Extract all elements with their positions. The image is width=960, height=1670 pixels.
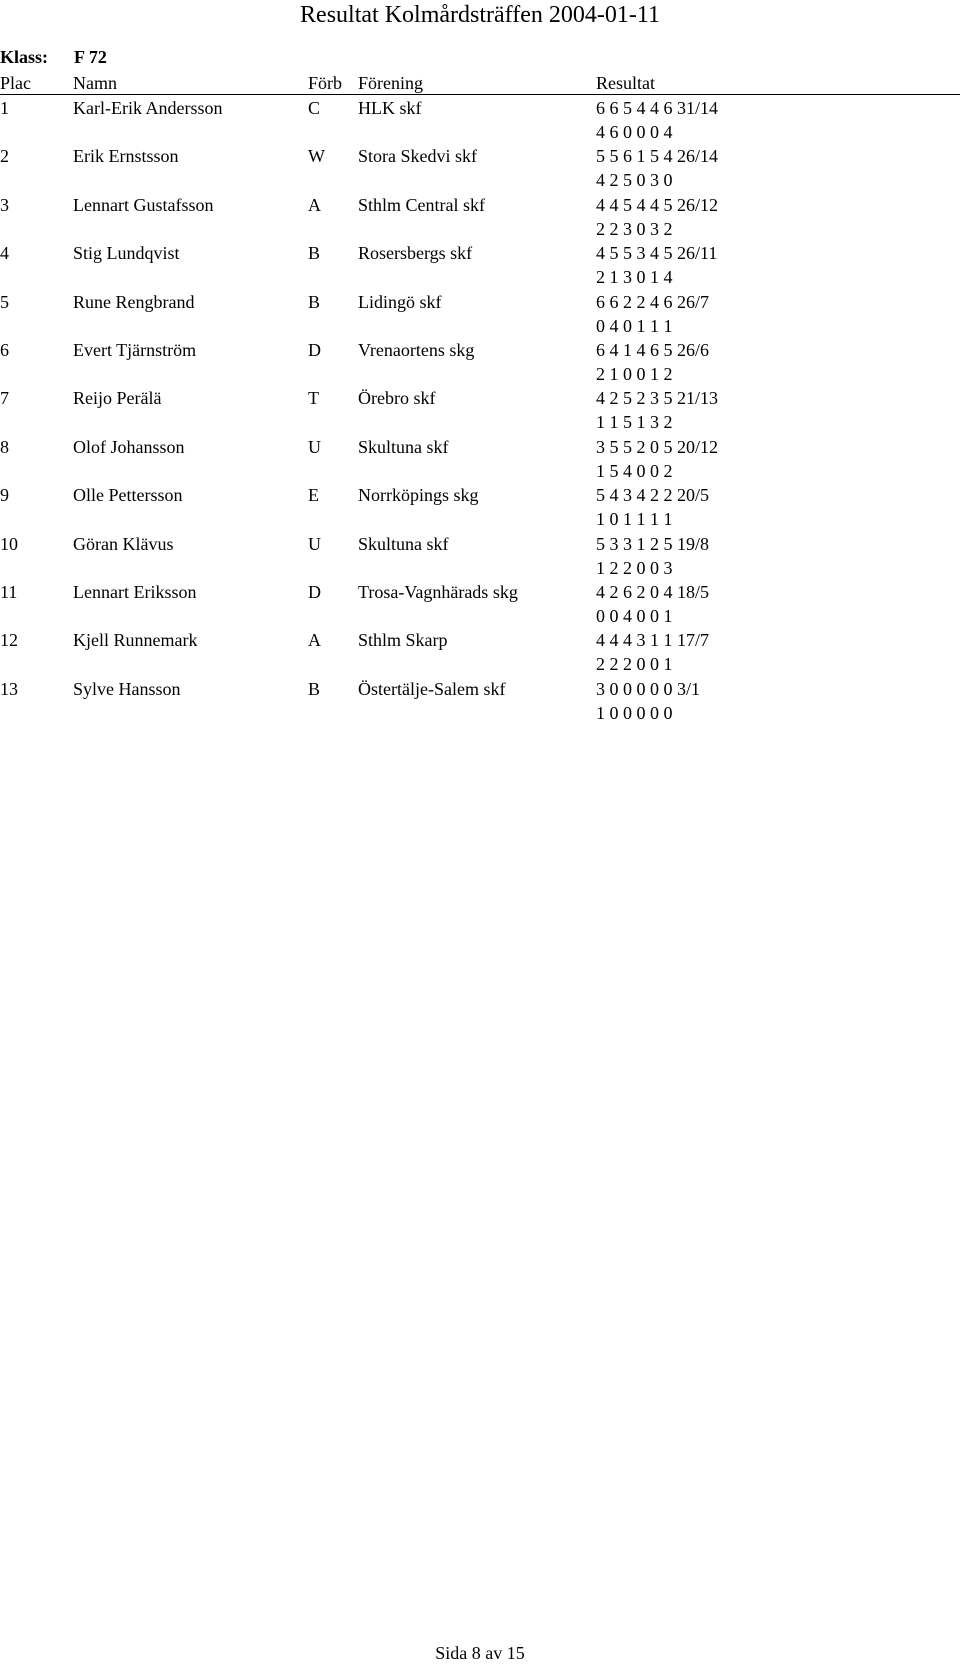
row-result-line1: 3 0 0 0 0 0 3/1	[596, 678, 701, 699]
row-result-line2: 1 0 1 1 1 1	[596, 509, 673, 530]
row-forb: T	[308, 388, 319, 409]
row-forb: B	[308, 243, 321, 264]
row-plac: 6	[0, 339, 9, 360]
row-namn: Reijo Perälä	[73, 388, 162, 409]
row-result-line1: 4 2 6 2 0 4 18/5	[596, 581, 710, 602]
row-namn: Lennart Eriksson	[73, 581, 197, 602]
row-result-line2: 1 0 0 0 0 0	[596, 702, 673, 723]
row-forening: Sthlm Skarp	[358, 630, 448, 651]
row-namn: Olle Pettersson	[73, 485, 183, 506]
row-namn: Göran Klävus	[73, 533, 174, 554]
table-row	[0, 386, 960, 434]
header-forening: Förening	[358, 73, 423, 93]
row-result-line1: 4 4 4 3 1 1 17/7	[596, 630, 710, 651]
row-result-line2: 0 4 0 1 1 1	[596, 315, 673, 336]
row-result-line1: 5 5 6 1 5 4 26/14	[596, 146, 719, 167]
row-forb: C	[308, 98, 321, 118]
row-plac: 4	[0, 243, 9, 264]
row-forb: A	[308, 630, 321, 651]
row-result-line2: 2 1 3 0 1 4	[596, 267, 673, 288]
row-result-line2: 2 1 0 0 1 2	[596, 363, 673, 384]
row-result-line2: 2 2 3 0 3 2	[596, 218, 673, 239]
row-result-line1: 3 5 5 2 0 5 20/12	[596, 436, 719, 457]
row-forening: Skultuna skf	[358, 436, 449, 457]
row-plac: 8	[0, 436, 9, 457]
row-forening: Sthlm Central skf	[358, 194, 485, 215]
row-forening: Trosa-Vagnhärads skg	[358, 581, 518, 602]
row-namn: Sylve Hansson	[73, 678, 181, 699]
row-forening: Vrenaortens skg	[358, 339, 475, 360]
row-forening: Skultuna skf	[358, 533, 449, 554]
row-plac: 5	[0, 291, 9, 312]
row-result-line1: 5 3 3 1 2 5 19/8	[596, 533, 710, 554]
header-resultat: Resultat	[596, 73, 655, 93]
row-namn: Lennart Gustafsson	[73, 194, 214, 215]
row-forb: D	[308, 339, 321, 360]
table-row	[0, 532, 960, 580]
class-line	[0, 46, 107, 68]
row-namn: Stig Lundqvist	[73, 243, 180, 264]
row-forb: D	[308, 581, 321, 602]
table-row	[0, 483, 960, 531]
row-forb: W	[308, 146, 325, 167]
table-row	[0, 677, 960, 725]
row-namn: Rune Rengbrand	[73, 291, 195, 312]
row-result-line2: 1 1 5 1 3 2	[596, 412, 673, 433]
class-label: Klass:	[0, 47, 49, 67]
row-result-line2: 0 0 4 0 0 1	[596, 605, 673, 626]
class-value: F 72	[74, 47, 107, 67]
row-namn: Kjell Runnemark	[73, 630, 198, 651]
row-namn: Olof Johansson	[73, 436, 185, 457]
row-plac: 10	[0, 533, 18, 554]
table-header	[0, 72, 960, 95]
row-result-line2: 1 5 4 0 0 2	[596, 460, 673, 481]
row-forening: Stora Skedvi skf	[358, 146, 477, 167]
row-namn: Evert Tjärnström	[73, 339, 197, 360]
table-row	[0, 290, 960, 338]
header-namn: Namn	[73, 73, 117, 93]
table-row	[0, 338, 960, 386]
header-plac: Plac	[0, 73, 31, 93]
table-row	[0, 580, 960, 628]
row-forb: B	[308, 678, 321, 699]
row-result-line2: 1 2 2 0 0 3	[596, 557, 673, 578]
row-plac: 3	[0, 194, 9, 215]
row-forening: Örebro skf	[358, 388, 436, 409]
row-result-line1: 4 5 5 3 4 5 26/11	[596, 243, 718, 264]
row-forening: Lidingö skf	[358, 291, 442, 312]
page-title: Resultat Kolmårdsträffen 2004-01-11	[300, 2, 660, 28]
row-result-line2: 2 2 2 0 0 1	[596, 654, 673, 675]
table-row	[0, 628, 960, 676]
row-plac: 2	[0, 146, 9, 167]
table-row	[0, 144, 960, 192]
row-result-line1: 4 4 5 4 4 5 26/12	[596, 194, 719, 215]
row-forb: A	[308, 194, 321, 215]
row-forening: HLK skf	[358, 98, 422, 118]
table-row	[0, 241, 960, 289]
row-plac: 11	[0, 581, 18, 602]
table-row	[0, 435, 960, 483]
row-forb: E	[308, 485, 319, 506]
row-plac: 13	[0, 678, 18, 699]
row-namn: Karl-Erik Andersson	[73, 98, 223, 118]
row-namn: Erik Ernstsson	[73, 146, 179, 167]
row-forb: B	[308, 291, 321, 312]
row-forening: Rosersbergs skf	[358, 243, 473, 264]
row-forb: U	[308, 533, 321, 554]
row-plac: 9	[0, 485, 9, 506]
row-result-line1: 4 2 5 2 3 5 21/13	[596, 388, 719, 409]
row-forening: Norrköpings skg	[358, 485, 479, 506]
page-number: Sida 8 av 15	[435, 1643, 525, 1663]
row-result-line1: 6 4 1 4 6 5 26/6	[596, 339, 710, 360]
header-forb: Förb	[308, 73, 343, 93]
row-result-line2: 4 2 5 0 3 0	[596, 170, 673, 191]
row-plac: 1	[0, 98, 9, 118]
row-plac: 12	[0, 630, 18, 651]
table-row	[0, 96, 960, 144]
row-result-line1: 5 4 3 4 2 2 20/5	[596, 485, 710, 506]
row-result-line2: 4 6 0 0 0 4	[596, 122, 673, 142]
row-result-line1: 6 6 5 4 4 6 31/14	[596, 98, 719, 118]
row-result-line1: 6 6 2 2 4 6 26/7	[596, 291, 710, 312]
table-row	[0, 193, 960, 241]
row-plac: 7	[0, 388, 9, 409]
row-forening: Östertälje-Salem skf	[358, 678, 506, 699]
row-forb: U	[308, 436, 321, 457]
results-table	[0, 96, 960, 725]
